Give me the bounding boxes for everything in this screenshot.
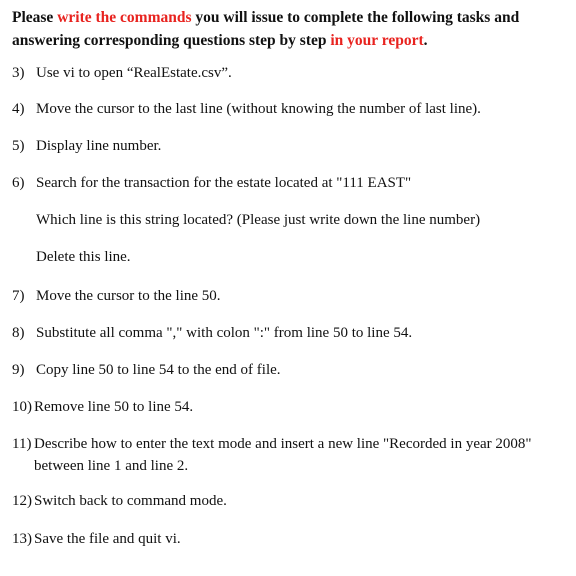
intro-text-1: Please [12, 9, 58, 26]
task-number: 4) [12, 101, 25, 117]
task-text: Copy line 50 to line 54 to the end of file. [36, 362, 281, 378]
task-text: Use vi to open “RealEstate.csv”. [36, 65, 232, 81]
task-number: 13) [12, 531, 32, 547]
task-text: Display line number. [36, 138, 162, 154]
task-text: Search for the transaction for the estate located at "111 EAST" [36, 175, 412, 191]
task-text: Describe how to enter the text mode and insert a new line "Recorded in year 2008" between line 1 and line 2. [34, 436, 532, 474]
task-text: Move the cursor to the last line (without knowing the number of last line). [36, 101, 481, 117]
task-number: 12) [12, 493, 32, 509]
task-6-question: Which line is this string located? (Please just write down the line number) [36, 212, 481, 228]
task-number: 10) [12, 399, 32, 415]
task-number: 3) [12, 65, 25, 81]
intro-text-3: . [423, 32, 428, 49]
task-number: 6) [12, 175, 25, 191]
instructions-heading [12, 6, 568, 52]
task-number: 9) [12, 362, 25, 378]
task-text: Move the cursor to the line 50. [36, 288, 221, 304]
intro-highlight-report: in your report [330, 32, 424, 49]
task-text: Substitute all comma "," with colon ":" from line 50 to line 54. [36, 325, 413, 341]
task-number: 5) [12, 138, 25, 154]
task-number: 8) [12, 325, 25, 341]
task-text: Save the file and quit vi. [34, 531, 181, 547]
task-text: Switch back to command mode. [34, 493, 227, 509]
task-number: 11) [12, 436, 32, 452]
task-number: 7) [12, 288, 25, 304]
intro-text-2: you will issue to complete the following tasks and answering corresponding questions step by step [12, 9, 520, 49]
intro-highlight-commands: write the commands [57, 9, 192, 26]
task-6-delete: Delete this line. [36, 249, 131, 265]
task-text: Remove line 50 to line 54. [34, 399, 194, 415]
